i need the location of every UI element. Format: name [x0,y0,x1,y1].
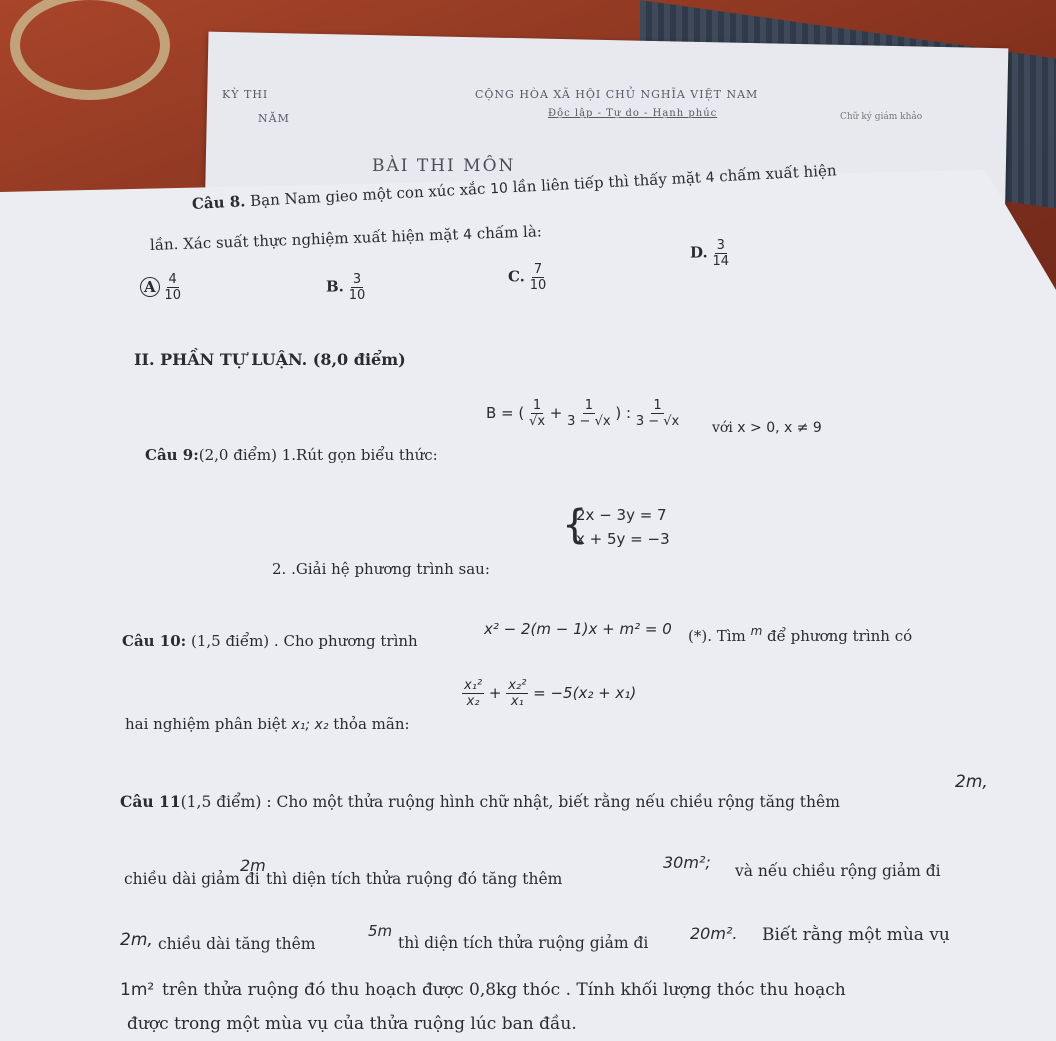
q8-line2a: lần. Xác suất thực nghiệm xuất hiện mặt [149,225,459,254]
q10-line1-left [122,632,418,650]
q10-condition: $\frac{\text{x₁²}}{\text{x₂}}$ + $\frac{\text{x₂²}}{\text{x₁}}$ = −5(x₂ + x₁) [464,678,637,709]
system-brace: { [562,502,588,548]
q11-v2: 2m [240,856,266,875]
q8-option-b [326,272,365,303]
q8-text3: chấm xuất hiện [718,161,837,186]
q9-line [145,446,438,464]
q10-cfrac-2: $\frac{\text{x₂²}}{\text{x₁}}$ [508,678,527,709]
q9-part2: 2. .Giải hệ phương trình sau: [272,560,490,578]
q9-label: Câu 9: [145,446,199,464]
year-label: NĂM [258,112,290,125]
q11-line2b: thì diện tích thửa ruộng đó tăng thêm [266,870,563,888]
q8-option-d-letter: D. [690,243,708,262]
q11-line5: được trong một mùa vụ của thửa ruộng lúc ban đầu. [127,1014,577,1034]
q11-line4: trên thửa ruộng đó thu hoạch được 0,8kg thóc . Tính khối lượng thóc thu hoạch [162,980,846,1000]
q9-close-paren: ) : [615,404,632,422]
q11-v3: 30m²; [663,853,711,872]
motto: Độc lập - Tự do - Hạnh phúc [548,108,718,119]
q10-roots: x₁; x₂ [291,717,329,733]
q10-text2: để phương trình có [767,627,913,645]
q8-label: Câu 8. [191,192,246,213]
q10-star: (*). Tìm [688,627,746,645]
q11-v1: 2m, [955,772,988,792]
nation-title: CỘNG HÒA XÃ HỘI CHỦ NGHĨA VIỆT NAM [475,88,759,101]
q9-text: (2,0 điểm) 1.Rút gọn biểu thức: [198,446,438,464]
q10-label: Câu 10: [122,632,187,650]
q11-line2a: chiều dài giảm đi [124,870,260,888]
q10-line2 [125,715,410,733]
q11-line3c: Biết rằng một mùa vụ [762,925,950,945]
q9-expr-lhs: B = ( [486,404,525,422]
q8-option-a-letter: A [140,277,160,297]
q11-v7: 1m² [120,980,155,1000]
q8-line2b: 4 [462,226,473,244]
system-eq2: x + 5y = −3 [576,530,670,548]
q8-option-b-fraction: $\frac{3}{10}$ [348,272,366,303]
q8-n2: 4 [705,169,715,187]
q11-line1-text: (1,5 điểm) : Cho một thửa ruộng hình chữ nhật, biết rằng nếu chiều rộng tăng thêm [180,793,840,811]
q11-line1 [120,792,840,811]
q8-n1: 10 [489,180,509,198]
q11-v4: 2m, [120,930,153,950]
q11-v6: 20m². [690,924,738,943]
q8-option-d [690,238,729,269]
q10-cfrac-1: $\frac{\text{x₁²}}{\text{x₂}}$ [464,678,483,709]
q9-fraction-3: $\frac{1}{3 - √x}$ [635,398,680,429]
q10-m: m [750,624,763,638]
q10-line1-right [688,624,912,645]
q10-line2b: thỏa mãn: [333,715,410,733]
q9-fraction-1: $\frac{1}{√x}$ [529,398,546,429]
q9-condition [712,420,822,436]
q8-line2c: chấm là: [476,222,543,243]
q8-option-c-letter: C. [508,267,525,286]
q8-option-b-letter: B. [326,277,344,296]
q8-text1: Bạn Nam gieo một con xúc xắc [249,179,486,210]
exam-title: BÀI THI MÔN [372,156,516,176]
q11-line2c: và nếu chiều rộng giảm đi [735,862,941,880]
q8-text2: lần liên tiếp thì thấy mặt [512,168,702,197]
q10-text1: (1,5 điểm) . Cho phương trình [190,632,418,650]
section-2-heading: II. PHẦN TỰ LUẬN. (8,0 điểm) [134,350,406,369]
q9-fraction-2: $\frac{1}{3 - √x}$ [567,398,611,429]
q9-cond-value: x > 0, x ≠ 9 [737,420,822,436]
q8-option-c-fraction: $\frac{7}{10}$ [529,262,547,293]
q11-line3b: thì diện tích thửa ruộng giảm đi [398,934,649,952]
q11-line3a: chiều dài tăng thêm [158,935,316,953]
q8-option-a-fraction: $\frac{4}{10}$ [164,272,181,303]
q9-expression [486,398,679,429]
q8-option-d-fraction: $\frac{3}{14}$ [712,238,730,269]
exam-name-label: KỲ THI [222,88,269,101]
q10-line2a: hai nghiệm phân biệt [125,715,287,733]
q10-cond-rhs: = −5(x₂ + x₁) [533,684,637,702]
q9-cond-word: với [712,420,733,436]
examiner-signature-label: Chữ ký giám khảo [840,112,923,122]
q10-equation: x² − 2(m − 1)x + m² = 0 [484,620,672,638]
q9-plus: + [549,404,563,422]
q8-option-a [140,272,181,303]
q11-label: Câu 11 [120,792,181,811]
system-eq1: 2x − 3y = 7 [576,506,667,524]
q11-v5: 5m [368,922,393,940]
q8-option-c [508,262,546,293]
